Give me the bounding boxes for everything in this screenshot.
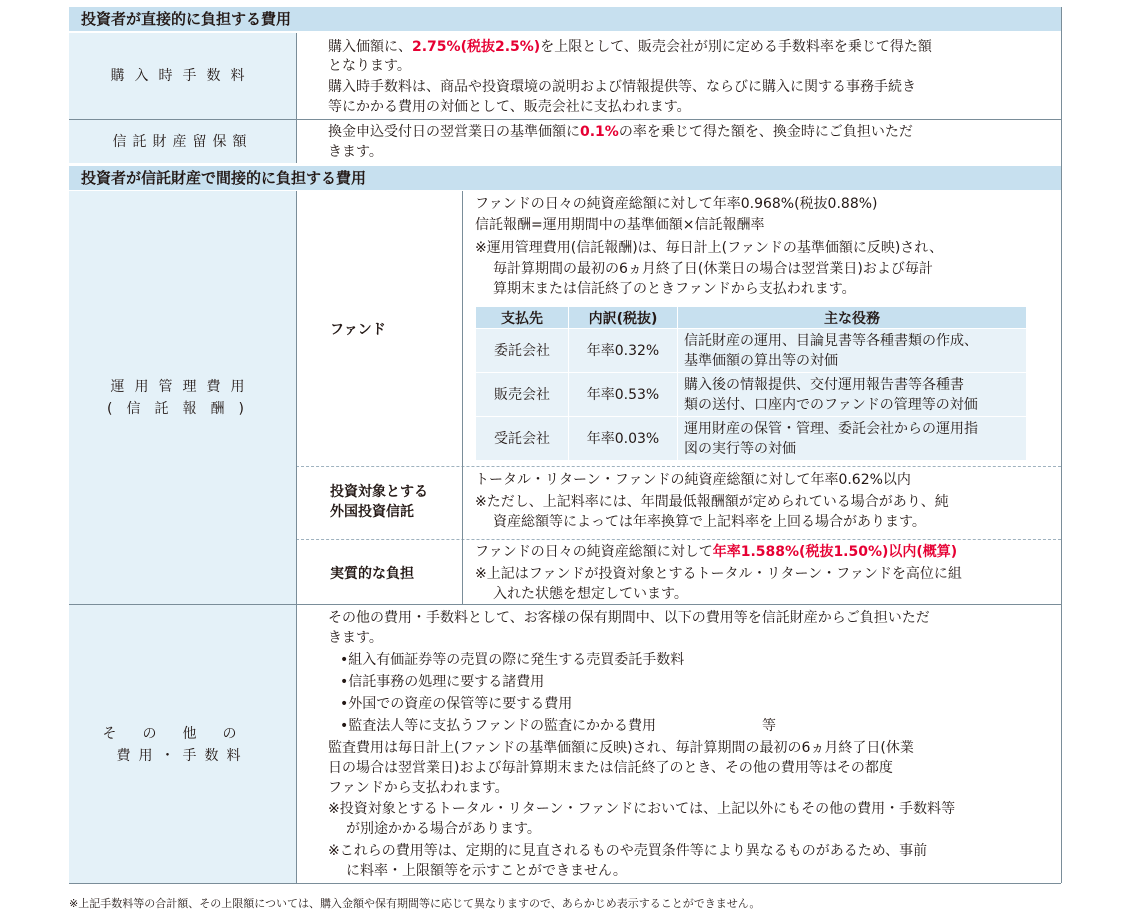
other-line: が別途かかる場合があります。 xyxy=(346,821,541,837)
section-direct-costs-title: 投資者が直接的に負担する費用 xyxy=(69,7,1061,31)
role-cell: 運用財産の保管・管理、委託会社からの運用指 図の実行等の対価 xyxy=(678,417,1027,461)
column-divider xyxy=(296,33,297,163)
payee-cell: 委託会社 xyxy=(476,329,569,373)
payee-cell: 受託会社 xyxy=(476,417,569,461)
fund-line4: 毎計算期間の最初の6ヵ月終了日(休業日の場合は翌営業日)および毎計 xyxy=(493,261,933,277)
retention-line1: 換金申込受付日の翌営業日の基準価額に0.1%の率を乗じて得た額を、換金時にご負担いただ xyxy=(328,124,913,140)
footnote: ※上記手数料等の合計額、その上限額については、購入金額や保有期間等に応じて異なりますので、あらかじめ表示することができません。 xyxy=(69,897,761,910)
other-bullet: •組入有価証券等の売買の際に発生する売買委託手数料 xyxy=(340,652,685,668)
sub-row-divider xyxy=(296,539,1061,540)
rate-cell: 年率0.03% xyxy=(569,417,678,461)
purchase-fee-line3: 購入時手数料は、商品や投資環境の説明および情報提供等、ならびに購入に関する事務手続き xyxy=(328,79,916,95)
retention-label: 信託財産留保額 xyxy=(112,134,253,150)
mgmt-fee-label-cell xyxy=(69,191,296,604)
foreign-trust-label1: 投資対象とする xyxy=(330,484,428,500)
mgmt-fee-sublabel: (信託報酬) xyxy=(107,401,258,417)
other-line: ファンドから支払われます。 xyxy=(328,780,509,796)
purchase-fee-max-rate: 2.75%(税抜2.5%) xyxy=(412,39,541,55)
other-bullet: •外国での資産の保管等に要する費用 xyxy=(340,696,573,712)
other-line: その他の費用・手数料として、お客様の保有期間中、以下の費用等を信託財産からご負担いただ xyxy=(328,610,930,626)
other-line: ※投資対象とするトータル・リターン・ファンドにおいては、上記以外にもその他の費用・手数料等 xyxy=(328,801,956,817)
rate-cell: 年率0.32% xyxy=(569,329,678,373)
payee-cell: 販売会社 xyxy=(476,373,569,417)
foreign-trust-line1: トータル・リターン・ファンドの純資産総額に対して年率0.62%以内 xyxy=(475,472,911,488)
table-row xyxy=(476,373,1027,417)
other-line: 監査費用は毎日計上(ファンドの基準価額に反映)され、毎計算期間の最初の6ヵ月終了日(休業 xyxy=(328,740,914,756)
purchase-fee-label-cell xyxy=(69,33,296,119)
other-bullet: •監査法人等に支払うファンドの監査にかかる費用 xyxy=(340,718,656,734)
foreign-trust-line2: ※ただし、上記料率には、年間最低報酬額が定められている場合があり、純 xyxy=(475,494,949,510)
column-divider xyxy=(296,191,297,883)
retention-rate: 0.1% xyxy=(580,124,619,140)
effective-burden-line2: ※上記はファンドが投資対象とするトータル・リターン・ファンドを高位に組 xyxy=(475,566,962,582)
col-header-rate: 内訳(税抜) xyxy=(569,307,678,329)
sub-row-divider xyxy=(296,466,1061,467)
table-row xyxy=(476,417,1027,461)
col-header-role: 主な役務 xyxy=(678,307,1027,329)
purchase-fee-line2: となります。 xyxy=(328,58,411,74)
fund-line3: ※運用管理費用(信託報酬)は、毎日計上(ファンドの基準価額に反映)され、 xyxy=(475,240,944,256)
table-row xyxy=(476,329,1027,373)
other-line: きます。 xyxy=(328,630,383,646)
mgmt-fee-label: 運用管理費用 xyxy=(110,379,255,395)
rate-cell: 年率0.53% xyxy=(569,373,678,417)
section-indirect-costs-title: 投資者が信託財産で間接的に負担する費用 xyxy=(69,166,1061,190)
fund-line1: ファンドの日々の純資産総額に対して年率0.968%(税抜0.88%) xyxy=(475,196,878,212)
other-fees-sublabel: 費用・手数料 xyxy=(116,748,249,764)
retention-line2: きます。 xyxy=(328,144,383,160)
purchase-fee-line1: 購入価額に、2.75%(税抜2.5%)を上限として、販売会社が別に定める手数料率を乗じて得た額 xyxy=(328,39,932,55)
other-fees-label: その他の xyxy=(102,726,263,742)
role-cell: 信託財産の運用、目論見書等各種書類の作成、 基準価額の算出等の対価 xyxy=(678,329,1027,373)
purchase-fee-line4: 等にかかる費用の対価として、販売会社に支払われます。 xyxy=(328,99,691,115)
effective-burden-rate: 年率1.588%(税抜1.50%)以内(概算) xyxy=(712,544,958,560)
other-line: ※これらの費用等は、定期的に見直されるものや売買条件等により異なるものがあるため、事前 xyxy=(328,843,928,859)
role-cell: 購入後の情報提供、交付運用報告書等各種書 類の送付、口座内でのファンドの管理等の対価 xyxy=(678,373,1027,417)
other-bullet: •信託事務の処理に要する諸費用 xyxy=(340,674,545,690)
table-right-border xyxy=(1061,7,1062,883)
other-line: 日の場合は翌営業日)および毎計算期末または信託終了のとき、その他の費用等はその都度 xyxy=(328,760,893,776)
foreign-trust-line3: 資産総額等によっては年率換算で上記料率を上回る場合があります。 xyxy=(493,514,926,530)
fee-breakdown-table xyxy=(475,306,1027,461)
fund-label: ファンド xyxy=(330,322,386,338)
fund-line2: 信託報酬=運用期間中の基準価額×信託報酬率 xyxy=(475,217,765,233)
effective-burden-line3: 入れた状態を想定しています。 xyxy=(493,586,688,602)
col-header-payee: 支払先 xyxy=(476,307,569,329)
other-line: に料率・上限額等を示すことができません。 xyxy=(346,863,627,879)
foreign-trust-label2: 外国投資信託 xyxy=(330,504,414,520)
purchase-fee-label: 購入時手数料 xyxy=(110,68,255,84)
fee-breakdown-header-row xyxy=(476,307,1027,329)
effective-burden-line1: ファンドの日々の純資産総額に対して年率1.588%(税抜1.50%)以内(概算) xyxy=(475,544,958,560)
effective-burden-label: 実質的な負担 xyxy=(330,566,414,582)
column-divider xyxy=(462,191,463,604)
retention-label-cell xyxy=(69,120,296,163)
other-fees-label-cell xyxy=(69,605,296,883)
other-etc: 等 xyxy=(762,718,776,734)
table-bottom-border xyxy=(69,883,1061,884)
fund-line5: 算期末または信託終了のときファンドから支払われます。 xyxy=(493,281,856,297)
